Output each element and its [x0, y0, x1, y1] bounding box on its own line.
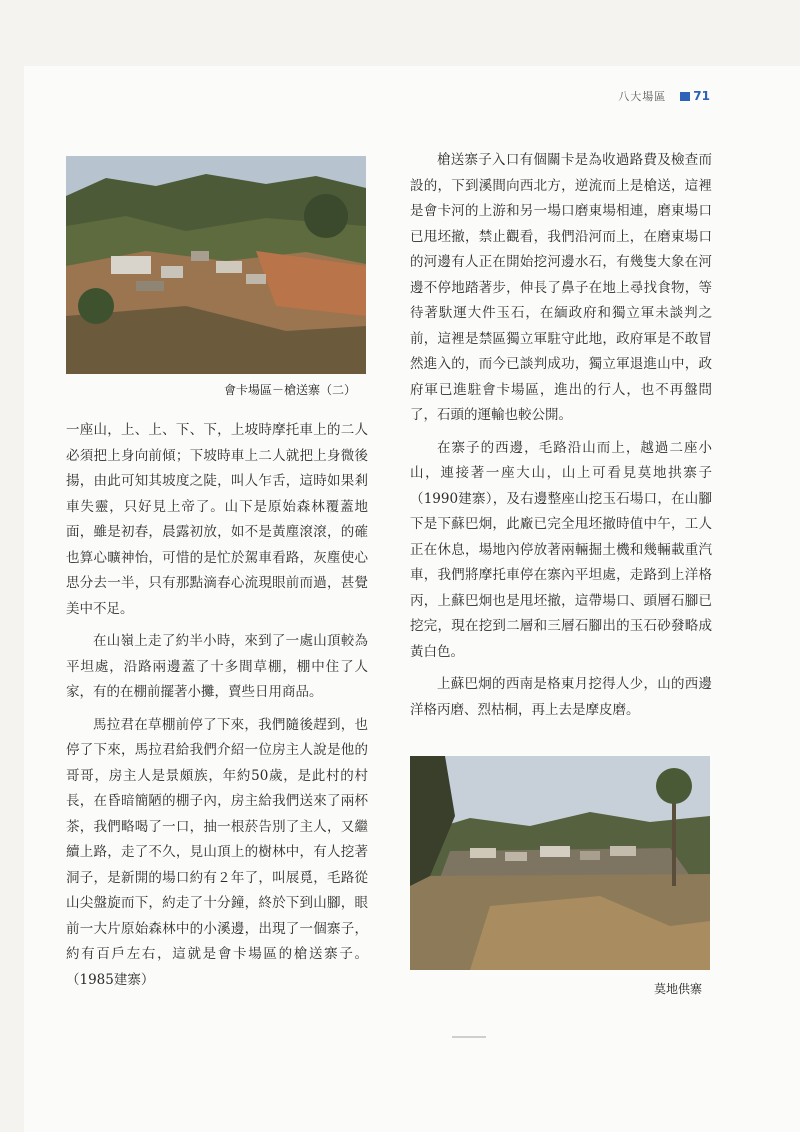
left-text-column: [66, 418, 368, 1000]
paragraph: 一座山，上、上、下、下，上坡時摩托車上的二人必須把上身向前傾；下坡時車上二人就把上身微後揚，由此可知其坡度之陡，叫人乍舌，這時如果剎車失靈，只好見上帝了。山下是原始森林覆蓋地面，雖是初春，晨露初放，如不是黃塵滾滾，的確也算心曠神怡，可惜的是忙於駕車看路，灰塵使心思分去一半，只有那點滴春心流現眼前而過，甚覺美中不足。: [66, 422, 368, 617]
paragraph: 槍送寨子入口有個關卡是為收過路費及檢查而設的，下到溪間向西北方，逆流而上是槍送，這裡是會卡河的上游和另一場口磨東場相連，磨東場口已甩坯撤，禁止觀看，我們沿河而上，在磨東場口的河邊有人正在開始挖河邊水石，有幾隻大象在河邊不停地踏著步，伸長了鼻子在地上尋找食物，等待著馱運大件玉石，在緬政府和獨立軍未談判之前，這裡是禁區獨立軍駐守此地，政府軍是不敢冒然進入的，而今已談判成功，獨立軍退進山中，政府軍已進駐會卡場區，進出的行人，也不再盤問了，石頭的運輸也較公開。: [410, 152, 712, 423]
page-number-text: 71: [693, 89, 710, 103]
page-number: [680, 89, 710, 103]
scan-mark: [452, 1036, 486, 1038]
figure-caption: 會卡場區－槍送寨（二）: [224, 383, 357, 397]
page-header: [618, 88, 710, 104]
page-number-marker: [680, 92, 690, 101]
paragraph: 在寨子的西邊，毛路沿山而上，越過二座小山，連接著一座大山，山上可看見莫地拱寨子（1990建寨），及右邊整座山挖玉石場口，在山腳下是下蘇巴炯，此廠已完全甩坯撤時值中午，工人正在休息，場地內停放著兩輛掘土機和幾輛載重汽車，我們將摩托車停在寨內平坦處，走路到上洋格丙，上蘇巴炯也是甩坯撤，這帶場口、頭層石腳已挖完，現在挖到二層和三層石腳出的玉石砂發略成黃白色。: [410, 439, 712, 660]
photo-modi-village: [410, 756, 710, 970]
paragraph: 上蘇巴炯的西南是格東月挖得人少，山的西邊洋格丙磨、烈枯桐，再上去是摩皮磨。: [410, 676, 712, 718]
paragraph: 馬拉君在草棚前停了下來，我們隨後趕到，也停了下來，馬拉君給我們介紹一位房主人說是他的哥哥，房主人是景頗族，年約50歲，是此村的村長，在昏暗簡陋的棚子內，房主給我們送來了兩杯茶，我們略喝了一口，抽一根菸告別了主人，又繼續上路，走了不久，見山頂上的樹林中，有人挖著洞子，是新開的場口約有２年了，叫展覓，毛路從山尖盤旋而下，約走了十分鐘，終於下到山腳，眼前一大片原始森林中的小溪邊，出現了一個寨子，約有百戶左右，這就是會卡場區的槍送寨子。（1985建寨）: [66, 716, 368, 988]
paragraph: 在山嶺上走了約半小時，來到了一處山頂較為平坦處，沿路兩邊蓋了十多間草棚，棚中住了人家，有的在棚前擺著小攤，賣些日用商品。: [66, 633, 368, 700]
right-text-column: [410, 148, 712, 730]
figure-caption: 莫地供寨: [654, 982, 703, 996]
photo-qiangsong-village: [66, 156, 366, 374]
section-title: 八大場區: [618, 90, 667, 103]
